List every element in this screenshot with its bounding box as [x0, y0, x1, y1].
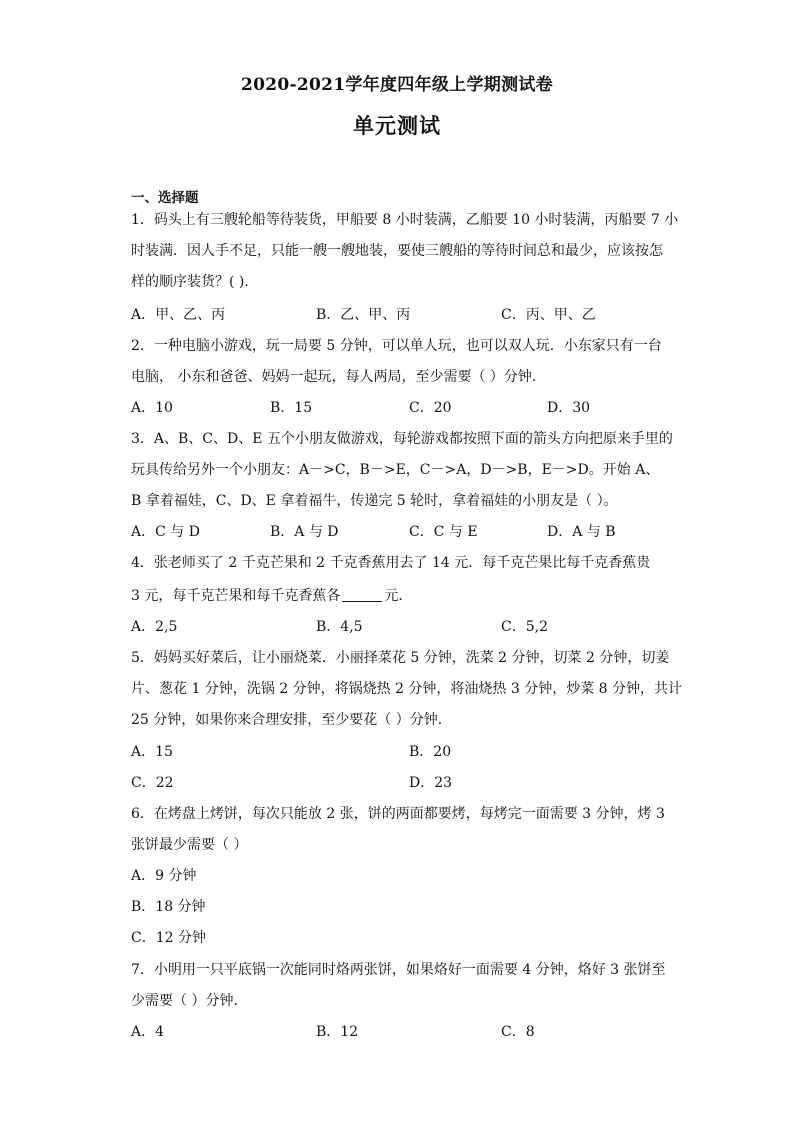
- question-4-option-a[interactable]: A．2,5: [131, 619, 178, 635]
- question-4-line-2-text: 3 元，每千克芒果和每千克香蕉各: [131, 588, 341, 604]
- question-2-option-b[interactable]: B．15: [270, 400, 313, 416]
- page-title: 2020-2021学年度四年级上学期测试卷: [241, 75, 553, 95]
- question-2-line-1: 2．一种电脑小游戏，玩一局要 5 分钟，可以单人玩，也可以双人玩．小东家只有一台: [131, 338, 662, 354]
- question-6-line-2: 张饼最少需要（ ）: [131, 837, 248, 853]
- question-2-line-2: 电脑， 小东和爸爸、妈妈一起玩，每人两局，至少需要（ ）分钟．: [131, 369, 546, 385]
- question-7-line-2: 少需要（ ）分钟．: [131, 993, 248, 1009]
- question-3-option-d[interactable]: D．A 与 B: [547, 524, 616, 540]
- question-4-line-1: 4．张老师买了 2 千克芒果和 2 千克香蕉用去了 14 元．每千克芒果比每千克香蕉贵: [131, 555, 651, 571]
- question-4-option-b[interactable]: B．4,5: [316, 619, 363, 635]
- question-7-option-a[interactable]: A．4: [131, 1024, 165, 1040]
- question-1-line-2: 时装满．因人手不足，只能一艘一艘地装，要使三艘船的等待时间总和最少，应该按怎: [131, 243, 663, 259]
- question-3-line-3: B 拿着福娃，C、D、E 拿着福牛，传递完 5 轮时，拿着福娃的小朋友是（ ）。: [131, 493, 618, 509]
- question-2-options: [131, 398, 661, 418]
- question-1-options: [131, 305, 661, 325]
- question-6-option-a[interactable]: A．9 分钟: [131, 868, 197, 884]
- question-1-line-1: 1．码头上有三艘轮船等待装货，甲船要 8 小时装满，乙船要 10 小时装满，丙船要 7 小: [131, 212, 679, 228]
- question-7-line-1: 7．小明用一只平底锅一次能同时烙两张饼，如果烙好一面需要 4 分钟，烙好 3 张饼至: [131, 962, 666, 978]
- question-3-option-a[interactable]: A．C 与 D: [131, 524, 200, 540]
- question-5-line-2: 片、葱花 1 分钟，洗锅 2 分钟，将锅烧热 2 分钟，将油烧热 3 分钟，炒菜 8 分钟，共计: [131, 681, 683, 697]
- section-heading: 一、选择题: [131, 190, 199, 206]
- question-6-option-b[interactable]: B．18 分钟: [131, 899, 206, 915]
- question-4-line-2: [131, 586, 661, 606]
- answer-blank[interactable]: [342, 587, 382, 602]
- question-3-option-c[interactable]: C．C 与 E: [409, 524, 478, 540]
- question-2-option-c[interactable]: C．20: [409, 400, 452, 416]
- question-6-option-a-row: [131, 866, 661, 886]
- question-5-line-3: 25 分钟，如果你来合理安排，至少要花（ ）分钟．: [131, 712, 452, 728]
- question-6-line-1: 6．在烤盘上烤饼，每次只能放 2 张，饼的两面都要烤，每烤完一面需要 3 分钟，烤 3: [131, 806, 665, 822]
- question-7-option-b[interactable]: B．12: [316, 1024, 359, 1040]
- question-6-option-c-row: [131, 928, 661, 948]
- question-1-option-a[interactable]: A．甲、乙、丙: [131, 307, 226, 323]
- question-7-option-c[interactable]: C．8: [501, 1024, 535, 1040]
- question-1-option-c[interactable]: C．丙、甲、乙: [501, 307, 596, 323]
- question-4-option-c[interactable]: C．5,2: [501, 619, 548, 635]
- question-3-line-2: 玩具传给另外一个小朋友：A－>C，B－>E，C－>A，D－>B，E－>D。开始 A、: [131, 462, 660, 478]
- question-6-option-b-row: [131, 897, 661, 917]
- question-6-option-c[interactable]: C．12 分钟: [131, 930, 206, 946]
- question-4-unit: 元．: [384, 588, 413, 604]
- question-2-option-a[interactable]: A．10: [131, 400, 173, 416]
- question-7-options: [131, 1022, 661, 1042]
- question-5-option-d[interactable]: D．23: [409, 775, 453, 791]
- question-3-line-1: 3．A、B、C、D、E 五个小朋友做游戏，每轮游戏都按照下面的箭头方向把原来手里的: [131, 431, 673, 447]
- question-5-options-row-1: [131, 742, 661, 762]
- page-subtitle: 单元测试: [353, 113, 441, 138]
- question-1-line-3: 样的顺序装货？( ).: [131, 274, 249, 290]
- question-5-options-row-2: [131, 773, 661, 793]
- question-5-option-a[interactable]: A．15: [131, 744, 173, 760]
- question-5-option-b[interactable]: B．20: [409, 744, 452, 760]
- question-1-option-b[interactable]: B．乙、甲、丙: [316, 307, 411, 323]
- question-3-option-b[interactable]: B．A 与 D: [270, 524, 339, 540]
- question-3-options: [131, 522, 661, 542]
- question-5-option-c[interactable]: C．22: [131, 775, 174, 791]
- question-2-option-d[interactable]: D．30: [547, 400, 591, 416]
- question-5-line-1: 5．妈妈买好菜后，让小丽烧菜．小丽择菜花 5 分钟，洗菜 2 分钟，切菜 2 分钟，切姜: [131, 650, 670, 666]
- question-4-options: [131, 617, 661, 637]
